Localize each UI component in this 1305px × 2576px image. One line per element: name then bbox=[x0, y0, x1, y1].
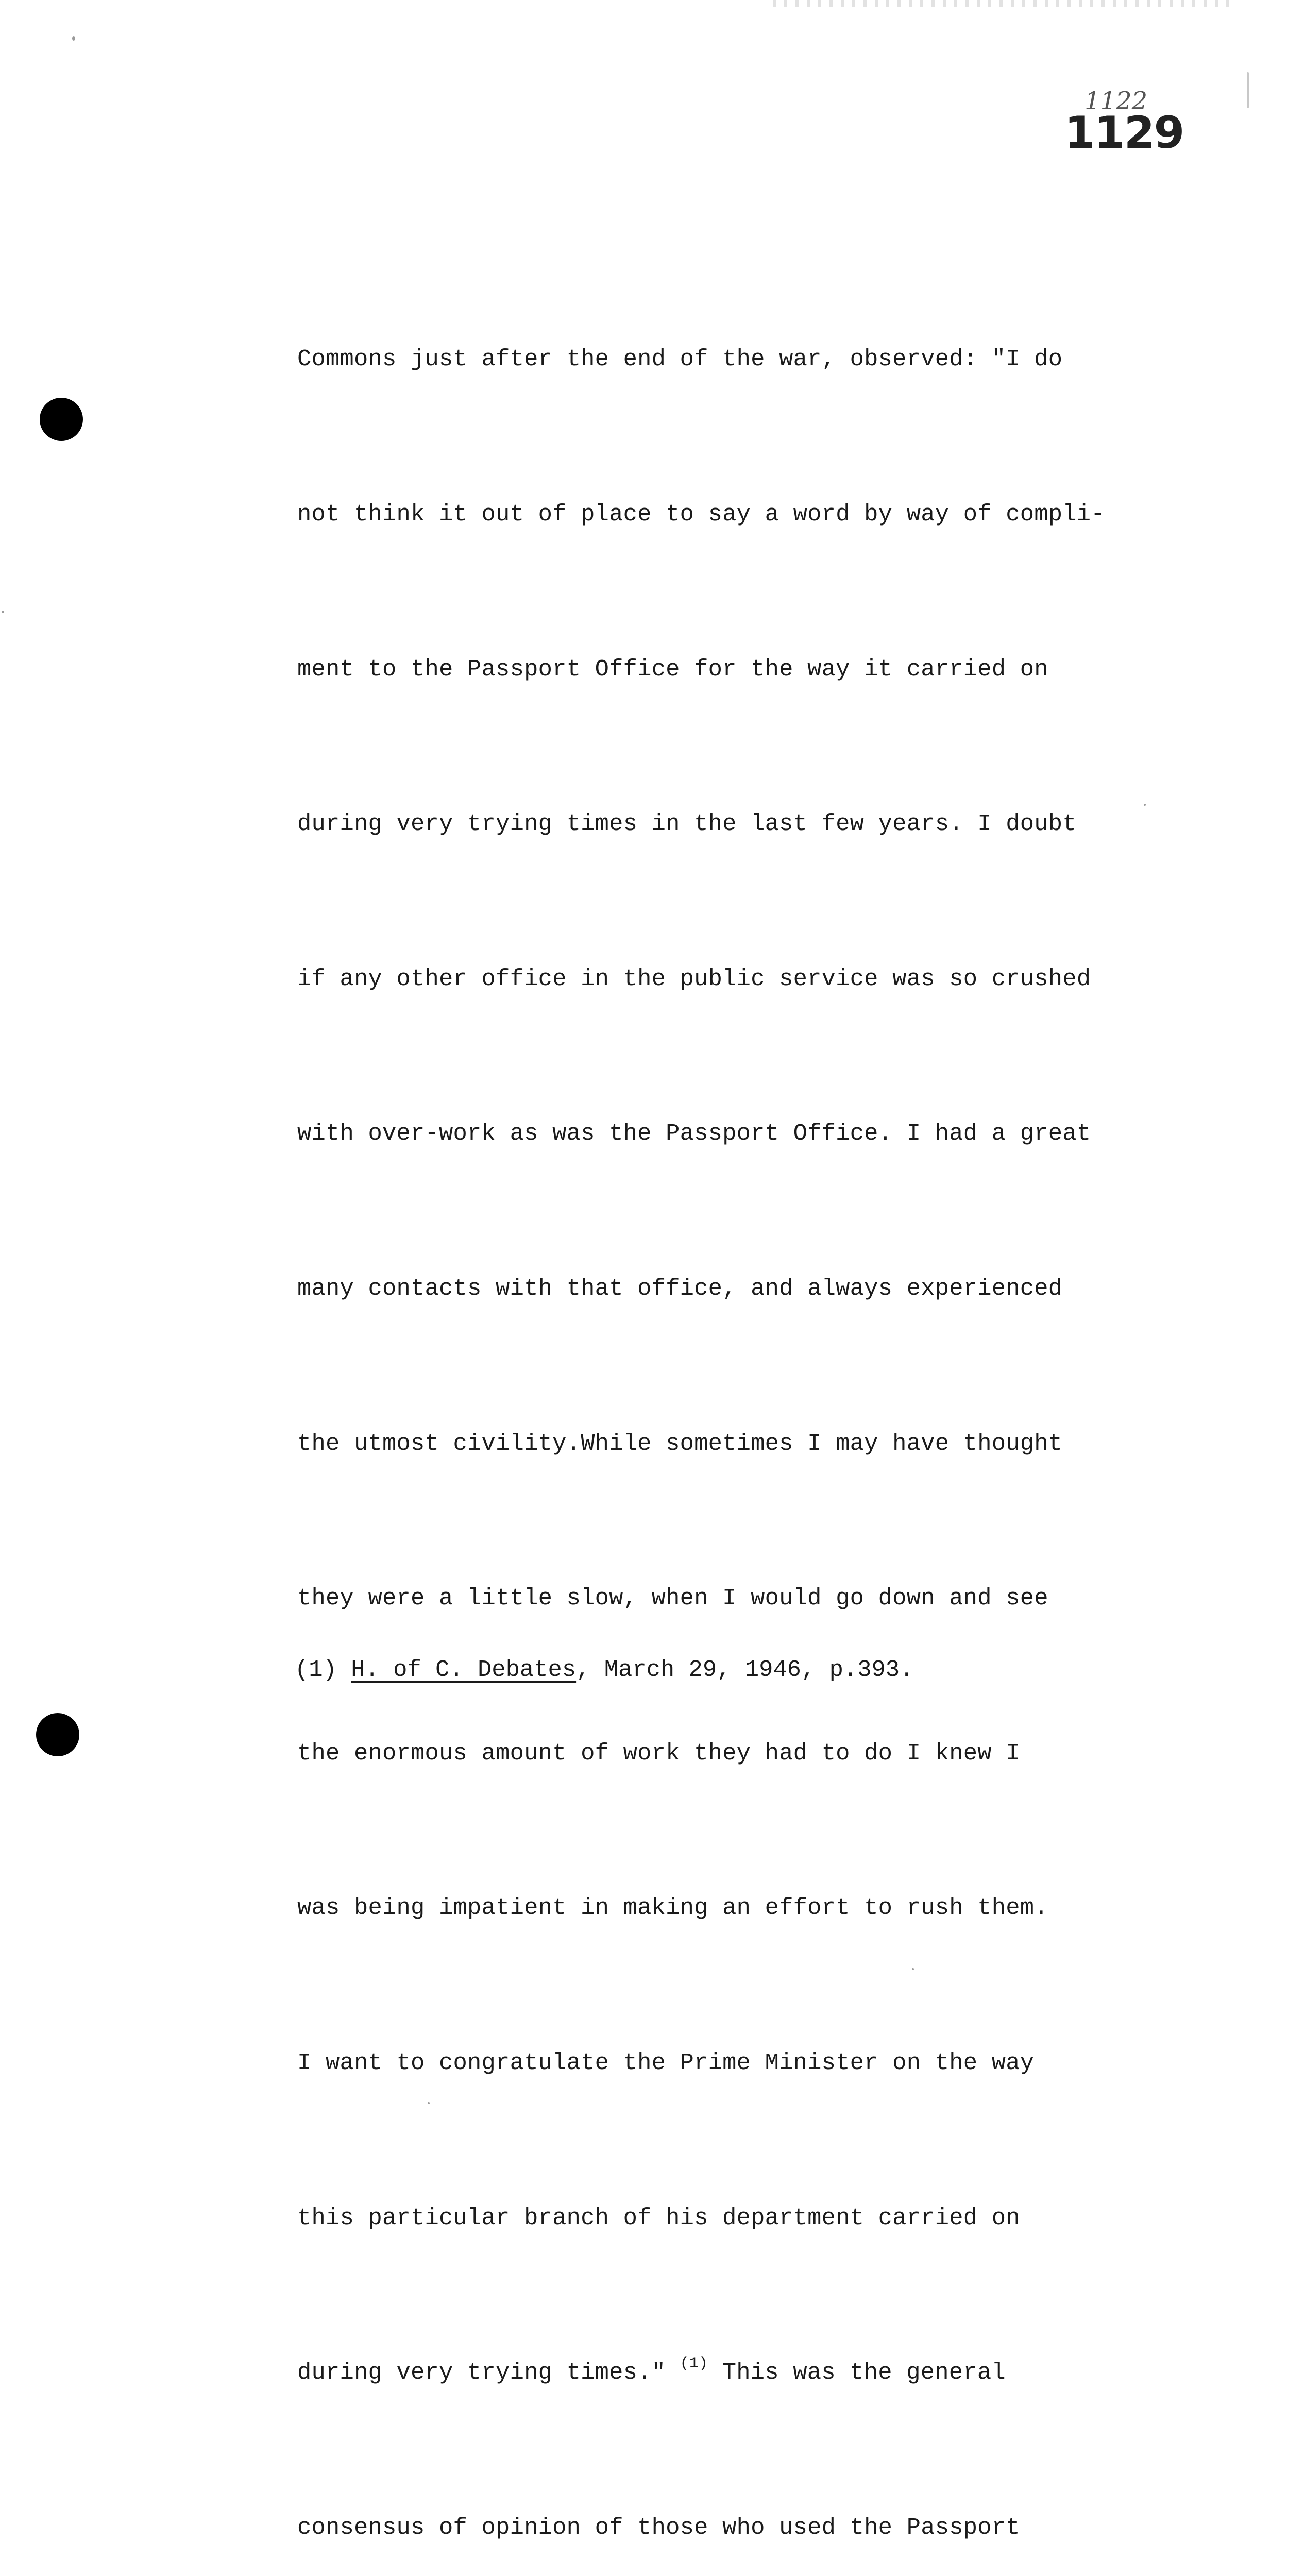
body-line: during very trying times in the last few years. I doubt bbox=[297, 810, 1077, 838]
body-text-segment: during very trying times." bbox=[297, 2359, 680, 2386]
footnote-reference: (1) bbox=[680, 2355, 708, 2373]
body-line: the utmost civility.While sometimes I may have thought bbox=[297, 1430, 1063, 1457]
body-line: many contacts with that office, and always experienced bbox=[297, 1275, 1063, 1302]
scan-speck bbox=[1247, 72, 1249, 108]
body-line: the enormous amount of work they had to do I knew I bbox=[297, 1739, 1020, 1767]
punch-hole-top bbox=[40, 398, 83, 441]
body-line: with over-work as was the Passport Office. I had a great bbox=[297, 1120, 1091, 1147]
body-line: if any other office in the public service was so crushed bbox=[297, 965, 1091, 992]
scan-edge-noise bbox=[773, 0, 1236, 7]
body-paragraph bbox=[297, 230, 1204, 2576]
scan-speck bbox=[1144, 804, 1146, 806]
page-number: 1129 bbox=[1064, 107, 1184, 159]
punch-hole-bottom bbox=[36, 1713, 79, 1756]
scan-speck bbox=[2, 611, 4, 613]
body-line: ment to the Passport Office for the way it carried on bbox=[297, 655, 1048, 683]
page-number-handwritten: 1122 bbox=[1084, 87, 1148, 115]
body-text-segment: This was the general bbox=[708, 2359, 1006, 2386]
footnote-details: , March 29, 1946, p.393. bbox=[576, 1656, 914, 1683]
body-line: was being impatient in making an effort to rush them. bbox=[297, 1894, 1048, 1922]
body-line: I want to congratulate the Prime Minister on the way bbox=[297, 2049, 1035, 2076]
scan-speck bbox=[428, 2102, 430, 2104]
body-line: this particular branch of his department carried on bbox=[297, 2204, 1020, 2231]
footnote bbox=[295, 1656, 913, 1683]
body-line: Commons just after the end of the war, observed: "I do bbox=[297, 346, 1063, 373]
footnote-source: H. of C. Debates bbox=[351, 1656, 577, 1683]
scan-speck bbox=[912, 1968, 914, 1970]
body-line-with-footnote-ref bbox=[297, 2347, 1204, 2398]
footnote-marker: (1) bbox=[295, 1656, 337, 1683]
body-line: not think it out of place to say a word by way of compli- bbox=[297, 501, 1105, 528]
body-line: they were a little slow, when I would go down and see bbox=[297, 1585, 1048, 1612]
scan-speck bbox=[72, 36, 75, 41]
body-line: consensus of opinion of those who used the Passport bbox=[297, 2514, 1020, 2541]
